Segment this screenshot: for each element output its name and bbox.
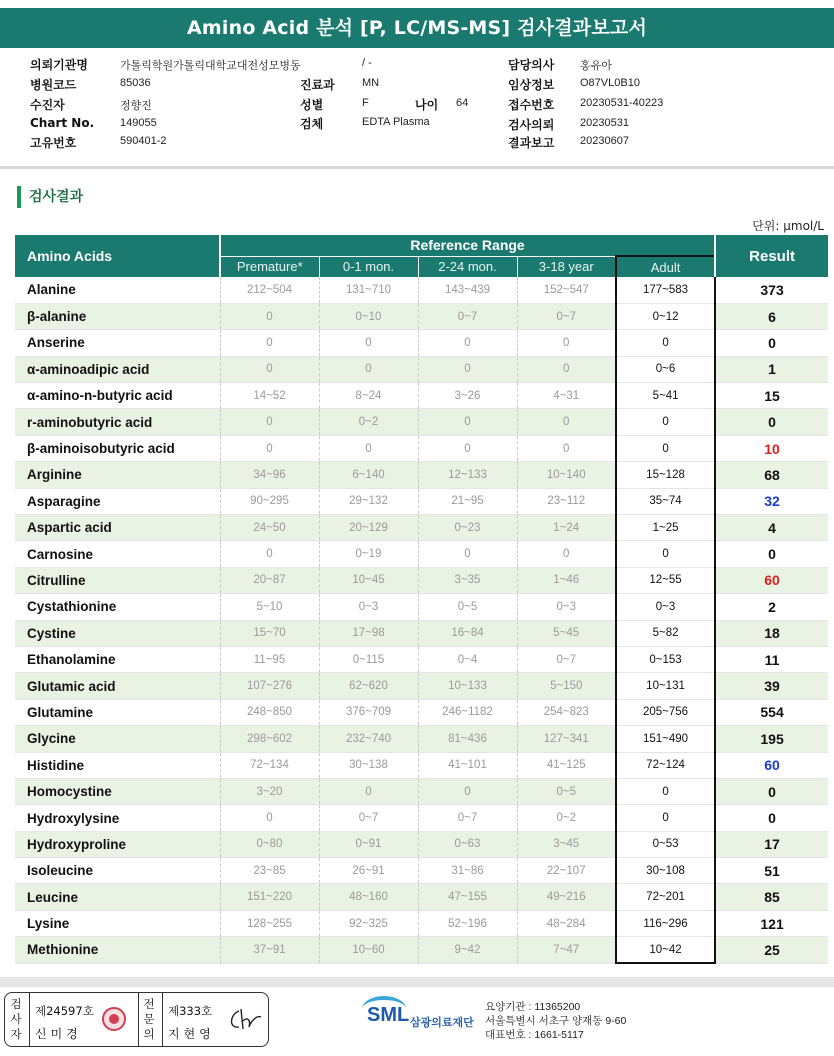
range-0-1-mon-cell: 0~19 [319, 541, 418, 567]
amino-acid-name: Lysine [15, 910, 220, 936]
tester-label: 검사자 [10, 997, 22, 1041]
range-3-18-year-cell: 49~216 [517, 884, 616, 910]
request-date: 20230531 [580, 117, 629, 129]
report-title: Amino Acid 분석 [P, LC/MS-MS] 검사결과보고서 [0, 8, 834, 48]
amino-acid-name: α-amino-n-butyric acid [15, 383, 220, 409]
result-value: 373 [715, 277, 828, 303]
result-value: 121 [715, 910, 828, 936]
amino-acid-name: Asparagine [15, 488, 220, 514]
range-0-1-mon-cell: 48~160 [319, 884, 418, 910]
amino-acid-name: Glycine [15, 726, 220, 752]
range-3-18-year-cell: 254~823 [517, 699, 616, 725]
adult-range-cell: 15~128 [616, 462, 715, 488]
table-row [15, 937, 828, 963]
amino-acid-name: Citrulline [15, 567, 220, 593]
range-0-1-mon-cell: 131~710 [319, 277, 418, 303]
doctor-label: 담당의사 [508, 58, 555, 72]
result-value: 10 [715, 435, 828, 461]
range-2-24-mon-cell: 0~5 [418, 594, 517, 620]
result-value: 195 [715, 726, 828, 752]
range-2-24-mon-cell: 0 [418, 330, 517, 356]
table-row [15, 805, 828, 831]
chart-no-label: Chart No. [30, 116, 95, 130]
premature-cell: 298~602 [220, 726, 319, 752]
amino-acid-name: Ethanolamine [15, 646, 220, 672]
result-value: 39 [715, 673, 828, 699]
premature-cell: 0 [220, 409, 319, 435]
amino-acid-name: Leucine [15, 884, 220, 910]
premature-cell: 0 [220, 330, 319, 356]
footer-divider [0, 977, 834, 987]
signature-separator [138, 993, 139, 1046]
range-2-24-mon-cell: 47~155 [418, 884, 517, 910]
col-header-name: Amino Acids [15, 235, 220, 277]
range-2-24-mon-cell: 21~95 [418, 488, 517, 514]
result-value: 0 [715, 778, 828, 804]
range-3-18-year-cell: 0 [517, 541, 616, 567]
range-3-18-year-cell: 0~2 [517, 805, 616, 831]
patient-info [0, 54, 834, 166]
premature-cell: 0 [220, 805, 319, 831]
table-row [15, 277, 828, 303]
range-3-18-year-cell: 0~7 [517, 646, 616, 672]
tester-number: 제24597호 [35, 1004, 94, 1018]
range-3-18-year-cell: 41~125 [517, 752, 616, 778]
ward-value: / - [362, 57, 372, 69]
table-row [15, 383, 828, 409]
result-value: 85 [715, 884, 828, 910]
adult-range-cell: 0~53 [616, 831, 715, 857]
amino-acid-name: Hydroxyproline [15, 831, 220, 857]
sex-label: 성별 [300, 98, 324, 112]
table-row [15, 884, 828, 910]
clinical-value: O87VL0B10 [580, 77, 640, 89]
amino-acid-name: α-aminoadipic acid [15, 356, 220, 382]
range-2-24-mon-cell: 3~26 [418, 383, 517, 409]
table-row [15, 541, 828, 567]
reviewer-name: 지현영 [168, 1027, 215, 1041]
range-2-24-mon-cell: 0 [418, 541, 517, 567]
premature-cell: 0~80 [220, 831, 319, 857]
col-header-adult: Adult [616, 256, 715, 277]
range-3-18-year-cell: 1~46 [517, 567, 616, 593]
table-row [15, 673, 828, 699]
range-0-1-mon-cell: 10~45 [319, 567, 418, 593]
premature-cell: 37~91 [220, 937, 319, 963]
range-0-1-mon-cell: 6~140 [319, 462, 418, 488]
lab-info [485, 1000, 626, 1042]
range-3-18-year-cell: 23~112 [517, 488, 616, 514]
premature-cell: 23~85 [220, 858, 319, 884]
col-header-reference: Reference Range [220, 235, 715, 256]
adult-range-cell: 5~82 [616, 620, 715, 646]
range-2-24-mon-cell: 52~196 [418, 910, 517, 936]
age-value: 64 [456, 97, 469, 109]
adult-range-cell: 0 [616, 409, 715, 435]
specimen-label: 검체 [300, 117, 324, 131]
doctor-value: 홍유아 [580, 60, 612, 72]
range-2-24-mon-cell: 0~4 [418, 646, 517, 672]
table-row [15, 620, 828, 646]
age-label: 나이 [415, 98, 439, 112]
premature-cell: 248~850 [220, 699, 319, 725]
range-3-18-year-cell: 7~47 [517, 937, 616, 963]
lab-code-line: 요양기관 : 11365200 [485, 1001, 581, 1013]
premature-cell: 5~10 [220, 594, 319, 620]
range-2-24-mon-cell: 0 [418, 409, 517, 435]
result-value: 51 [715, 858, 828, 884]
chart-no-value: 149055 [120, 117, 157, 129]
col-header-3-18-year: 3-18 year [517, 256, 616, 277]
adult-range-cell: 151~490 [616, 726, 715, 752]
result-value: 0 [715, 541, 828, 567]
premature-cell: 0 [220, 303, 319, 329]
receipt-value: 20230531-40223 [580, 97, 664, 109]
amino-acid-name: Hydroxylysine [15, 805, 220, 831]
adult-range-cell: 5~41 [616, 383, 715, 409]
premature-cell: 3~20 [220, 778, 319, 804]
result-value: 17 [715, 831, 828, 857]
section-title: 검사결과 [17, 186, 83, 208]
premature-cell: 24~50 [220, 515, 319, 541]
clinical-label: 임상정보 [508, 78, 555, 92]
result-value: 60 [715, 752, 828, 778]
unit-label: 단위: μmol/L [752, 219, 824, 233]
table-row [15, 356, 828, 382]
premature-cell: 0 [220, 541, 319, 567]
specimen-value: EDTA Plasma [362, 116, 430, 128]
amino-acid-name: Cystine [15, 620, 220, 646]
report-date-label: 결과보고 [508, 136, 555, 150]
amino-acid-name: Aspartic acid [15, 515, 220, 541]
range-2-24-mon-cell: 16~84 [418, 620, 517, 646]
range-3-18-year-cell: 5~45 [517, 620, 616, 646]
range-3-18-year-cell: 127~341 [517, 726, 616, 752]
amino-acid-name: Homocystine [15, 778, 220, 804]
adult-range-cell: 0 [616, 435, 715, 461]
result-value: 4 [715, 515, 828, 541]
premature-cell: 20~87 [220, 567, 319, 593]
range-3-18-year-cell: 0 [517, 356, 616, 382]
premature-cell: 0 [220, 435, 319, 461]
premature-cell: 15~70 [220, 620, 319, 646]
range-3-18-year-cell: 48~284 [517, 910, 616, 936]
col-header-premature: Premature* [220, 256, 319, 277]
receipt-label: 접수번호 [508, 98, 555, 112]
table-row [15, 488, 828, 514]
dept-label: 진료과 [300, 78, 335, 92]
range-3-18-year-cell: 0 [517, 409, 616, 435]
result-value: 6 [715, 303, 828, 329]
range-3-18-year-cell: 4~31 [517, 383, 616, 409]
tester-name: 신미경 [35, 1027, 82, 1041]
range-2-24-mon-cell: 10~133 [418, 673, 517, 699]
premature-cell: 90~295 [220, 488, 319, 514]
adult-range-cell: 10~131 [616, 673, 715, 699]
result-value: 68 [715, 462, 828, 488]
range-2-24-mon-cell: 0 [418, 356, 517, 382]
adult-range-cell: 1~25 [616, 515, 715, 541]
range-3-18-year-cell: 22~107 [517, 858, 616, 884]
signature-separator [29, 993, 30, 1046]
table-row [15, 726, 828, 752]
range-0-1-mon-cell: 232~740 [319, 726, 418, 752]
result-value: 0 [715, 805, 828, 831]
hospital-code-label: 병원코드 [30, 78, 77, 92]
amino-acid-name: Carnosine [15, 541, 220, 567]
adult-range-cell: 12~55 [616, 567, 715, 593]
range-0-1-mon-cell: 8~24 [319, 383, 418, 409]
signature-box [4, 992, 269, 1047]
table-row [15, 778, 828, 804]
range-3-18-year-cell: 3~45 [517, 831, 616, 857]
amino-acid-name: Methionine [15, 937, 220, 963]
seal-icon [102, 1007, 126, 1031]
range-2-24-mon-cell: 9~42 [418, 937, 517, 963]
collector-value: 정향진 [120, 100, 152, 112]
range-0-1-mon-cell: 376~709 [319, 699, 418, 725]
unique-no-value: 590401-2 [120, 135, 167, 147]
sex-value: F [362, 97, 369, 109]
result-value: 1 [715, 356, 828, 382]
amino-acid-name: Cystathionine [15, 594, 220, 620]
amino-acid-name: β-aminoisobutyric acid [15, 435, 220, 461]
table-row [15, 515, 828, 541]
table-row [15, 303, 828, 329]
range-2-24-mon-cell: 0~63 [418, 831, 517, 857]
adult-range-cell: 0 [616, 330, 715, 356]
table-row [15, 594, 828, 620]
table-row [15, 409, 828, 435]
range-2-24-mon-cell: 0 [418, 435, 517, 461]
institution-label: 의뢰기관명 [30, 58, 88, 72]
col-header-result: Result [715, 235, 828, 277]
institution-value: 가톨릭학원가톨릭대학교대전성모병동 [120, 60, 301, 72]
premature-cell: 11~95 [220, 646, 319, 672]
table-row [15, 330, 828, 356]
range-0-1-mon-cell: 92~325 [319, 910, 418, 936]
premature-cell: 0 [220, 356, 319, 382]
range-0-1-mon-cell: 0~3 [319, 594, 418, 620]
range-0-1-mon-cell: 0~115 [319, 646, 418, 672]
result-value: 11 [715, 646, 828, 672]
amino-acid-name: Glutamine [15, 699, 220, 725]
adult-range-cell: 205~756 [616, 699, 715, 725]
range-0-1-mon-cell: 0 [319, 356, 418, 382]
range-3-18-year-cell: 0 [517, 435, 616, 461]
adult-range-cell: 0 [616, 541, 715, 567]
range-0-1-mon-cell: 20~129 [319, 515, 418, 541]
premature-cell: 14~52 [220, 383, 319, 409]
range-2-24-mon-cell: 12~133 [418, 462, 517, 488]
range-2-24-mon-cell: 0~23 [418, 515, 517, 541]
range-0-1-mon-cell: 26~91 [319, 858, 418, 884]
result-value: 15 [715, 383, 828, 409]
range-3-18-year-cell: 10~140 [517, 462, 616, 488]
table-row [15, 462, 828, 488]
adult-range-cell: 0 [616, 805, 715, 831]
range-0-1-mon-cell: 0~7 [319, 805, 418, 831]
table-row [15, 831, 828, 857]
range-0-1-mon-cell: 0~2 [319, 409, 418, 435]
table-row [15, 699, 828, 725]
col-header-2-24-mon: 2-24 mon. [418, 256, 517, 277]
handwritten-signature-icon [227, 1007, 263, 1033]
adult-range-cell: 35~74 [616, 488, 715, 514]
table-row [15, 435, 828, 461]
dept-value: MN [362, 77, 380, 89]
range-0-1-mon-cell: 30~138 [319, 752, 418, 778]
range-2-24-mon-cell: 0 [418, 778, 517, 804]
range-0-1-mon-cell: 17~98 [319, 620, 418, 646]
table-row [15, 910, 828, 936]
result-value: 18 [715, 620, 828, 646]
range-2-24-mon-cell: 246~1182 [418, 699, 517, 725]
amino-acid-name: Alanine [15, 277, 220, 303]
result-value: 32 [715, 488, 828, 514]
amino-acid-name: Histidine [15, 752, 220, 778]
range-2-24-mon-cell: 0~7 [418, 805, 517, 831]
adult-range-cell: 0~6 [616, 356, 715, 382]
range-0-1-mon-cell: 0~10 [319, 303, 418, 329]
premature-cell: 107~276 [220, 673, 319, 699]
range-3-18-year-cell: 152~547 [517, 277, 616, 303]
amino-acid-name: Arginine [15, 462, 220, 488]
adult-range-cell: 0 [616, 778, 715, 804]
adult-range-cell: 72~201 [616, 884, 715, 910]
adult-range-cell: 0~153 [616, 646, 715, 672]
report-date: 20230607 [580, 135, 629, 147]
table-row [15, 752, 828, 778]
range-3-18-year-cell: 0 [517, 330, 616, 356]
result-value: 554 [715, 699, 828, 725]
range-3-18-year-cell: 0~5 [517, 778, 616, 804]
range-3-18-year-cell: 0~7 [517, 303, 616, 329]
range-2-24-mon-cell: 81~436 [418, 726, 517, 752]
col-header-0-1-mon: 0-1 mon. [319, 256, 418, 277]
range-2-24-mon-cell: 0~7 [418, 303, 517, 329]
adult-range-cell: 0~3 [616, 594, 715, 620]
result-value: 60 [715, 567, 828, 593]
sml-logo-text: SML [367, 1004, 410, 1026]
lab-name: 삼광의료재단 [410, 1016, 474, 1029]
result-rows [15, 277, 828, 963]
adult-range-cell: 0~12 [616, 303, 715, 329]
range-0-1-mon-cell: 0 [319, 778, 418, 804]
amino-acid-name: r-aminobutyric acid [15, 409, 220, 435]
result-value: 25 [715, 937, 828, 963]
result-value: 2 [715, 594, 828, 620]
amino-acid-name: Isoleucine [15, 858, 220, 884]
premature-cell: 34~96 [220, 462, 319, 488]
collector-label: 수진자 [30, 98, 65, 112]
range-3-18-year-cell: 1~24 [517, 515, 616, 541]
range-2-24-mon-cell: 143~439 [418, 277, 517, 303]
adult-range-cell: 72~124 [616, 752, 715, 778]
amino-acid-name: Anserine [15, 330, 220, 356]
table-row [15, 567, 828, 593]
adult-range-cell: 116~296 [616, 910, 715, 936]
range-2-24-mon-cell: 31~86 [418, 858, 517, 884]
lab-address-line: 서울특별시 서초구 양재동 9-60 [485, 1015, 627, 1027]
table-row [15, 858, 828, 884]
results-table [15, 235, 828, 964]
range-0-1-mon-cell: 29~132 [319, 488, 418, 514]
premature-cell: 212~504 [220, 277, 319, 303]
reviewer-label: 전문의 [143, 997, 155, 1041]
table-row [15, 646, 828, 672]
range-0-1-mon-cell: 62~620 [319, 673, 418, 699]
range-2-24-mon-cell: 3~35 [418, 567, 517, 593]
amino-acid-name: β-alanine [15, 303, 220, 329]
premature-cell: 72~134 [220, 752, 319, 778]
unique-no-label: 고유번호 [30, 136, 77, 150]
range-0-1-mon-cell: 0 [319, 330, 418, 356]
reviewer-number: 제333호 [168, 1004, 213, 1018]
lab-phone-line: 대표번호 : 1661-5117 [485, 1029, 584, 1041]
result-value: 0 [715, 330, 828, 356]
premature-cell: 128~255 [220, 910, 319, 936]
request-label: 검사의뢰 [508, 118, 555, 132]
range-3-18-year-cell: 5~150 [517, 673, 616, 699]
adult-range-cell: 177~583 [616, 277, 715, 303]
info-divider [0, 166, 834, 169]
signature-separator [162, 993, 163, 1046]
amino-acid-name: Glutamic acid [15, 673, 220, 699]
premature-cell: 151~220 [220, 884, 319, 910]
range-0-1-mon-cell: 0~91 [319, 831, 418, 857]
adult-range-cell: 10~42 [616, 937, 715, 963]
adult-range-cell: 30~108 [616, 858, 715, 884]
range-2-24-mon-cell: 41~101 [418, 752, 517, 778]
range-0-1-mon-cell: 0 [319, 435, 418, 461]
hospital-code-value: 85036 [120, 77, 151, 89]
range-3-18-year-cell: 0~3 [517, 594, 616, 620]
result-value: 0 [715, 409, 828, 435]
range-0-1-mon-cell: 10~60 [319, 937, 418, 963]
